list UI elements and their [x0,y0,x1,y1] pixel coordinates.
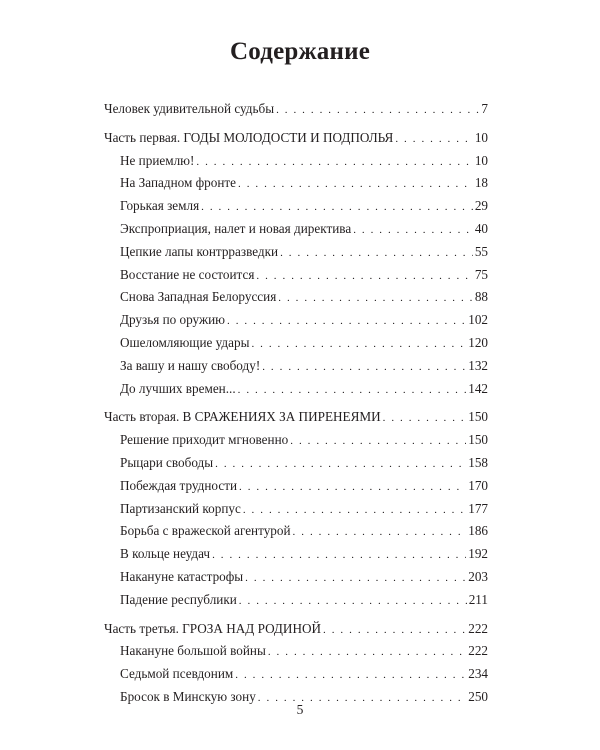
dot-leader [201,196,473,219]
toc-chapter-entry[interactable] [104,429,488,452]
toc-entry-label: Снова Западная Белоруссия [120,289,277,305]
dot-leader [243,499,466,522]
toc-entry-page: 186 [468,523,488,539]
toc-entry-label: Бросок в Минскую зону [120,688,256,704]
toc-entry-page: 40 [474,220,488,236]
dot-leader [238,379,467,402]
toc-entry-label: Падение республики [120,591,237,607]
toc-chapter-entry[interactable] [104,498,488,521]
page-title: Содержание [229,38,370,65]
toc-entry-page: 150 [468,432,488,448]
toc-entry-label: Седьмой псевдоним [120,666,234,682]
toc-entry-page: 158 [468,454,488,470]
toc-chapter-entry[interactable] [104,378,488,401]
toc-entry-page: 29 [474,198,488,214]
toc-entry-page: 120 [468,334,488,350]
toc-entry-page: 18 [474,175,488,191]
toc-entry-page: 10 [474,152,488,168]
dot-leader [395,128,472,151]
toc-entry-label: Ошеломляющие удары [120,334,250,350]
toc-entry-page: 132 [468,357,488,373]
toc-entry-page: 7 [481,101,488,116]
toc-entry-label: Рыцари свободы [120,454,214,470]
toc-chapter-entry[interactable] [104,475,488,498]
toc-entry-label: За вашу и нашу свободу! [120,357,261,373]
toc-chapter-entry[interactable] [104,218,488,241]
toc-entry-label: Борьба с вражеской агентурой [120,523,291,539]
page-number: 5 [296,702,304,717]
toc-entry-label: До лучших времен... [120,380,236,396]
toc-part-entry[interactable] [104,127,488,150]
toc-entry-label: Решение приходит мгновенно [120,432,289,448]
toc-entry-page: 170 [468,477,488,493]
dot-leader [278,287,473,310]
dot-leader [239,476,466,499]
toc-part-entry[interactable] [104,98,488,121]
toc-entry-page: 222 [468,643,488,659]
toc-entry-label: Восстание не состоится [120,266,255,282]
toc-chapter-entry[interactable] [104,566,488,589]
toc-entry-page: 211 [468,591,488,607]
toc-entry-label: Не приемлю! [120,152,195,168]
toc-chapter-entry[interactable] [104,264,488,287]
toc-entry-page: 177 [468,500,488,516]
toc-entry-page: 75 [474,266,488,282]
toc-chapter-entry[interactable] [104,452,488,475]
toc-chapter-entry[interactable] [104,520,488,543]
toc-entry-label: Друзья по оружию [120,312,225,328]
dot-leader [353,219,473,242]
toc-entry-label: Партизанский корпус [120,500,241,516]
toc-entry-label: Часть вторая. В СРАЖЕНИЯХ ЗА ПИРЕНЕЯМИ [104,409,381,425]
toc-chapter-entry[interactable] [104,543,488,566]
toc-entry-page: 250 [468,688,488,704]
toc-chapter-entry[interactable] [104,640,488,663]
dot-leader [196,151,472,174]
toc-part-entry[interactable] [104,406,488,429]
toc-chapter-entry[interactable] [104,241,488,264]
dot-leader [239,590,467,613]
toc-chapter-entry[interactable] [104,332,488,355]
dot-leader [276,99,479,122]
toc-entry-label: Цепкие лапы контрразведки [120,243,279,259]
dot-leader [268,641,466,664]
toc-entry-page: 88 [474,289,488,305]
toc-chapter-entry[interactable] [104,150,488,173]
dot-leader [290,430,466,453]
dot-leader [383,407,467,430]
dot-leader [245,567,466,590]
toc-chapter-entry[interactable] [104,195,488,218]
toc-entry-page: 222 [468,620,488,636]
toc-entry-label: На Западном фронте [120,175,237,191]
dot-leader [293,521,467,544]
toc-entry-page: 55 [474,243,488,259]
toc-entry-page: 142 [468,380,488,396]
dot-leader [212,544,466,567]
toc-entry-label: Горькая земля [120,198,200,214]
dot-leader [251,333,466,356]
dot-leader [256,265,472,288]
toc-entry-label: Человек удивительной судьбы [104,101,275,116]
toc-chapter-entry[interactable] [104,663,488,686]
toc-part-entry[interactable] [104,618,488,641]
toc-entry-page: 234 [468,666,488,682]
dot-leader [238,173,473,196]
toc-entry-page: 203 [468,568,488,584]
toc-chapter-entry[interactable] [104,172,488,195]
toc-entry-label: Накануне катастрофы [120,568,244,584]
toc-entry-label: Побеждая трудности [120,477,238,493]
toc-chapter-entry[interactable] [104,355,488,378]
toc-entry-label: Экспроприация, налет и новая директива [120,220,352,236]
dot-leader [262,356,466,379]
toc-chapter-entry[interactable] [104,286,488,309]
dot-leader [280,242,473,265]
toc-entry-page: 10 [474,129,488,145]
toc-chapter-entry[interactable] [104,309,488,332]
dot-leader [323,619,466,642]
toc-entry-label: Часть первая. ГОДЫ МОЛОДОСТИ И ПОДПОЛЬЯ [104,129,394,145]
toc-entry-label: Накануне большой войны [120,643,266,659]
toc-entry-page: 150 [468,409,488,425]
toc-entry-page: 102 [468,312,488,328]
toc-entry-label: В кольце неудач [120,546,211,562]
toc-chapter-entry[interactable] [104,589,488,612]
toc-entry-label: Часть третья. ГРОЗА НАД РОДИНОЙ [104,620,322,636]
toc-entry-page: 192 [468,546,488,562]
dot-leader [235,664,466,687]
dot-leader [227,310,466,333]
table-of-contents [104,98,488,709]
dot-leader [215,453,466,476]
